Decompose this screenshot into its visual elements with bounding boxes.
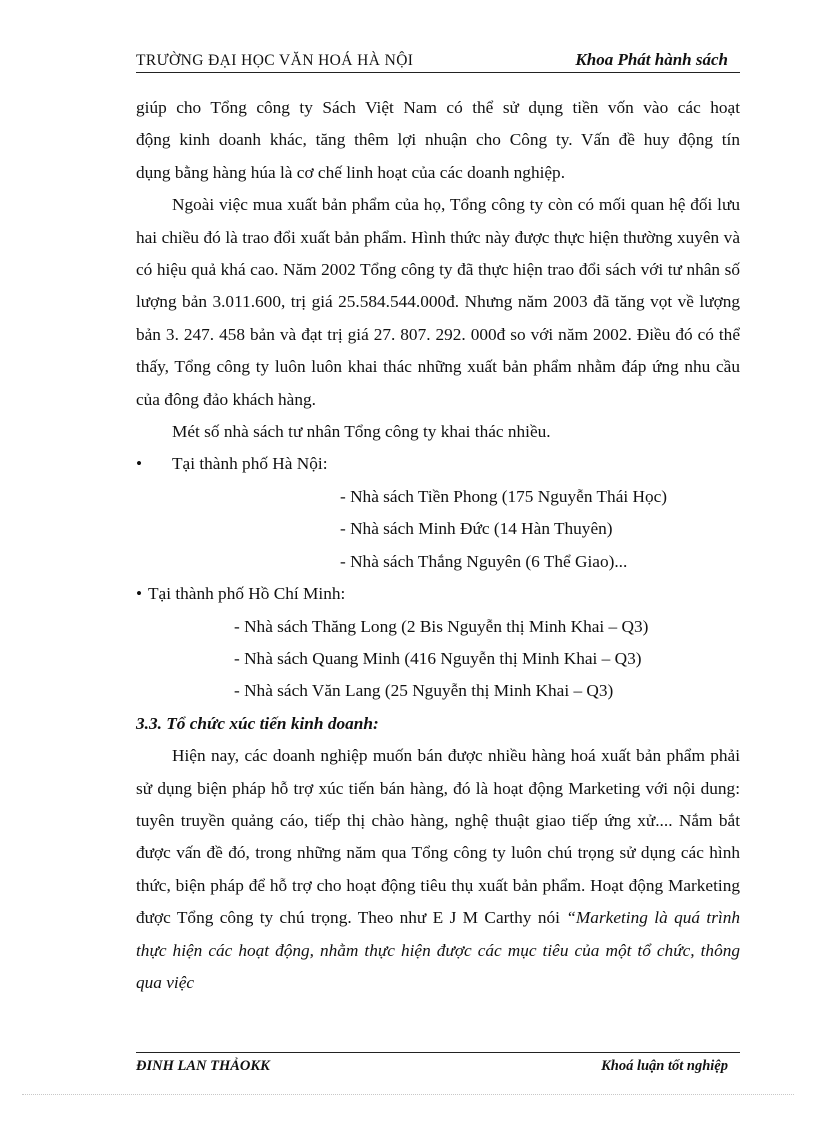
- body-text: [136, 92, 740, 999]
- hanoi-bookstore-1: - Nhà sách Tiền Phong (175 Nguyễn Thái Học): [340, 486, 668, 506]
- header-university: TRƯỜNG ĐẠI HỌC VĂN HOÁ HÀ NỘI: [136, 52, 414, 69]
- header-faculty: Khoa Phát hành sách: [575, 50, 728, 69]
- hcm-bullet-line: [136, 578, 740, 610]
- marketing-quote: “Marketing là quá trình thực hiện các hoạt động, nhằm thực hiện được các mục tiêu của một tổ chức, thông qua việc: [136, 908, 740, 992]
- paragraph-3: Mét số nhà sách tư nhân Tổng công ty khai thác nhiều.: [172, 422, 551, 442]
- footer-thesis-label: Khoá luận tốt nghiệp: [601, 1058, 728, 1074]
- hanoi-bookstore-3: - Nhà sách Thắng Nguyên (6 Thể Giao)...: [340, 551, 628, 571]
- bullet-icon: •: [136, 584, 143, 604]
- hcm-bookstore-1: - Nhà sách Thăng Long (2 Bis Nguyễn thị Minh Khai – Q3): [234, 616, 649, 636]
- paragraph-2: Ngoài việc mua xuất bản phẩm của họ, Tổng công ty còn có mối quan hệ đối lưu hai chiều đó là trao đổi xuất bản phẩm. Hình thức này được thực hiện thường xuyên và có hiệu quả khá cao. Năm 2002 Tổng công ty đã thực hiện trao đổi sách với tư nhân số lượng bản 3.011.600, trị giá 25.584.544.000đ. Nhưng năm 2003 đã tăng vọt về lượng bản 3. 247. 458 bản và đạt trị giá 27. 807. 292. 000đ so với năm 2002. Điều đó có thể thấy, Tổng công ty luôn luôn khai thác những xuất bản phẩm nhằm đáp ứng nhu cầu của đông đảo khách hàng.: [136, 195, 740, 409]
- paragraph-4-text: Hiện nay, các doanh nghiệp muốn bán được nhiều hàng hoá xuất bản phẩm phải sử dụng biện pháp hỗ trợ xúc tiến bán hàng, đó là hoạt động Marketing với nội dung: tuyên truyền quảng cáo, tiếp thị chào hàng, nghệ thuật giao tiếp ứng xử.... Nắm bắt được vấn đề đó, trong những năm qua Tổng công ty luôn chú trọng sử dụng các hình thức, biện pháp để hỗ trợ cho hoạt động tiêu thụ xuất bản phẩm. Hoạt động Marketing được Tổng công ty chú trọng. Theo như E J M Carthy nói: [136, 746, 740, 928]
- paragraph-1-line-3: dụng bằng hàng húa là cơ chế linh hoạt của các doanh nghiệp.: [136, 162, 566, 182]
- hanoi-bullet-line: [136, 448, 740, 480]
- hcm-bookstore-3: - Nhà sách Văn Lang (25 Nguyễn thị Minh Khai – Q3): [234, 681, 614, 701]
- bullet-icon: •: [136, 454, 143, 474]
- hcm-label: Tại thành phố Hồ Chí Minh:: [148, 584, 346, 604]
- hanoi-bookstore-2: - Nhà sách Minh Đức (14 Hàn Thuyên): [340, 519, 613, 539]
- hcm-bookstore-2: - Nhà sách Quang Minh (416 Nguyễn thị Minh Khai – Q3): [234, 648, 642, 668]
- section-heading: 3.3. Tổ chức xúc tiến kinh doanh:: [136, 713, 379, 733]
- footer-author: ĐINH LAN THẢOKK: [136, 1058, 270, 1074]
- paragraph-1-line-2: động kinh doanh khác, tăng thêm lợi nhuận cho Công ty. Vấn đề huy động tín: [136, 130, 740, 150]
- paragraph-1-line-1: giúp cho Tổng công ty Sách Việt Nam có thể sử dụng tiền vốn vào các hoạt: [136, 98, 740, 117]
- page-header: [136, 50, 740, 73]
- page-footer: [136, 1052, 740, 1079]
- paragraph-4: [136, 740, 740, 999]
- hanoi-label: Tại thành phố Hà Nội:: [172, 454, 328, 474]
- page-edge-divider: [22, 1094, 794, 1095]
